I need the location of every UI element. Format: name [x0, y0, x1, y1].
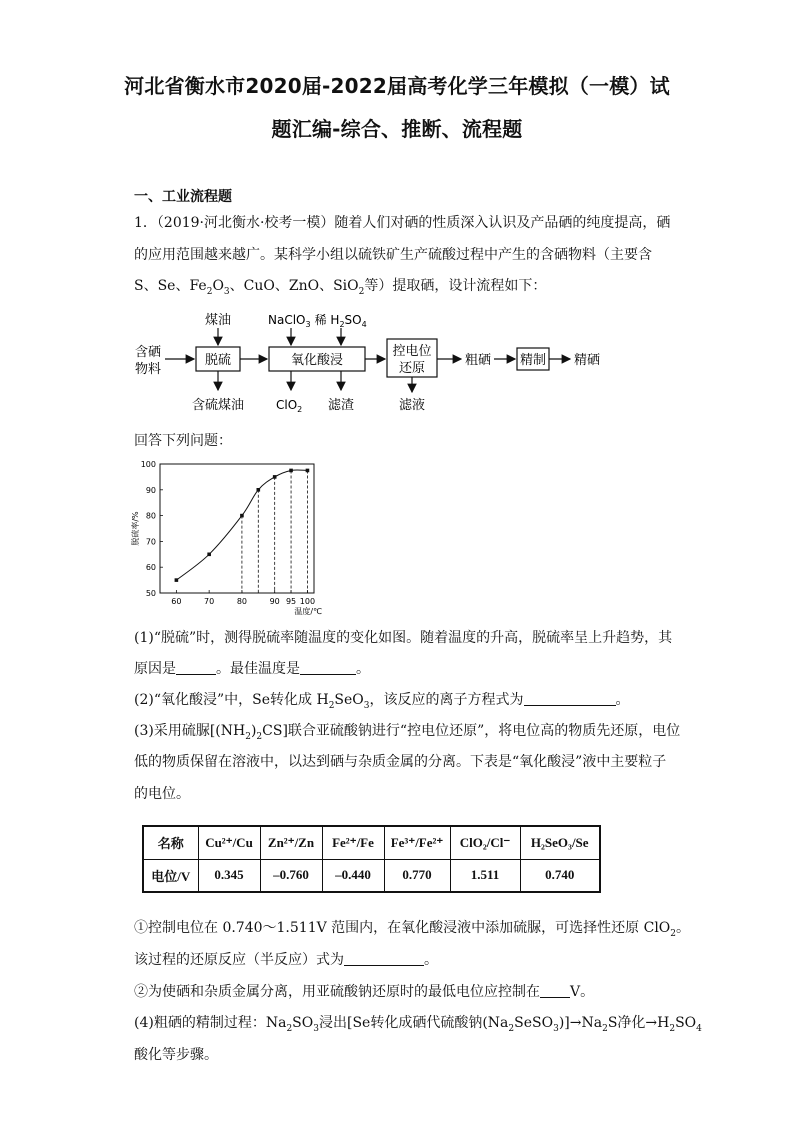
data-point [289, 469, 293, 473]
flow-input-reagents: NaClO$_3$ 稀 $H_2SO_4$ [268, 313, 367, 329]
answer-blank-reason[interactable] [176, 661, 216, 675]
table-cell: 0.770 [384, 859, 450, 892]
flow-box-oxidative-leach-label: 氧化酸浸 [290, 353, 344, 368]
answer-blank-min-potential[interactable] [540, 984, 570, 998]
table-cell: –0.760 [260, 859, 322, 892]
desulfurization-chart [128, 456, 328, 618]
y-tick-label: 80 [145, 511, 156, 521]
part1-line-2: 原因是 。最佳温度是 。 [134, 661, 370, 677]
y-tick-label: 70 [145, 537, 156, 547]
flow-raw-material-1: 含硒 [135, 345, 162, 360]
potential-table [142, 825, 601, 893]
data-point [306, 469, 310, 473]
chart-y-label: 脱硫率/% [131, 511, 140, 546]
flow-raw-material-2: 物料 [135, 362, 162, 377]
flow-pure-selenium: 精硒 [574, 353, 601, 368]
table-header-cell: ClO₂/Cl⁻ [450, 826, 520, 859]
subquestion-2-line: ②为使硒和杂质金属分离，用亚硫酸钠还原时的最低电位应控制在 V。 [134, 984, 595, 1000]
y-tick-label: 90 [145, 485, 156, 495]
x-tick-label: 100 [299, 597, 316, 606]
title-line-1: 河北省衡水市2020届-2022届高考化学三年模拟（一模）试 [124, 74, 670, 98]
table-cell: 电位/V [143, 859, 198, 892]
part1-line-1: (1)“脱硫”时，测得脱硫率随温度的变化如图。随着温度的升高，脱硫率呈上升趋势，其 [134, 630, 673, 646]
table-cell: 1.511 [450, 859, 520, 892]
answer-blank-temperature[interactable] [300, 661, 356, 675]
table-header-cell: 名称 [143, 826, 198, 859]
flow-box-refine-label: 精制 [519, 353, 547, 368]
flow-box-potential-reduction-label-2: 还原 [398, 361, 426, 376]
answer-blank-half-reaction[interactable] [344, 952, 424, 966]
flow-box-potential-reduction-label-1: 控电位 [392, 344, 432, 359]
x-tick-label: 60 [171, 597, 182, 606]
table-header-cell: Cu²⁺/Cu [198, 826, 260, 859]
subquestion-1-line-2: 该过程的还原反应（半反应）式为 。 [134, 952, 438, 968]
table-header-cell: Fe²⁺/Fe [322, 826, 384, 859]
x-tick-label: 90 [269, 597, 280, 606]
question-line-1: 1．（2019·河北衡水·校考一模）随着人们对硒的性质深入认识及产品硒的纯度提高，硒 [134, 215, 671, 231]
process-flow-diagram [128, 306, 628, 418]
data-point [256, 488, 260, 492]
answer-blank-ionic-equation[interactable] [524, 692, 616, 706]
flow-output-sulfur-kerosene: 含硫煤油 [191, 398, 245, 413]
table-cell: 0.740 [520, 859, 600, 892]
flow-output-clo2: ClO$_2$ [276, 398, 303, 414]
table-header-cell: Zn²⁺/Zn [260, 826, 322, 859]
data-point [207, 553, 211, 557]
answer-intro: 回答下列问题： [134, 433, 232, 449]
question-line-3: S、Se、$Fe_2O_3$、CuO、ZnO、SiO$_2$等）提取硒，设计流程如下： [134, 278, 547, 297]
flow-crude-selenium: 粗硒 [465, 353, 492, 368]
flow-box-desulfurize-label: 脱硫 [204, 353, 232, 368]
x-tick-label: 80 [236, 597, 248, 606]
table-row [143, 859, 600, 892]
part4-line-1: (4)粗硒的精制过程：$Na_2SO_3$浸出[Se转化成硒代硫酸钠$(Na_2SeSO_3)]\to Na_2S$净化$\to H_2SO_4$ [134, 1015, 702, 1034]
question-line-2: 的应用范围越来越广。某科学小组以硫铁矿生产硫酸过程中产生的含硒物料（主要含 [134, 247, 652, 263]
table-header-row [143, 826, 600, 859]
part2-line: (2)“氧化酸浸”中，Se转化成 $H_2SeO_3$，该反应的离子方程式为 。 [134, 692, 630, 711]
part4-line-2: 酸化等步骤。 [134, 1047, 218, 1063]
x-tick-label: 70 [204, 597, 215, 606]
table-cell: –0.440 [322, 859, 384, 892]
y-tick-label: 60 [145, 563, 156, 573]
part3-line-1: (3)采用硫脲$[(NH_2)_2CS]$联合亚硫酸钠进行“控电位还原”，将电位高的物质先还原，电位 [134, 723, 681, 742]
table-header-cell: Fe³⁺/Fe²⁺ [384, 826, 450, 859]
table-cell: 0.345 [198, 859, 260, 892]
chart-x-label: 温度/℃ [294, 607, 323, 616]
data-point [175, 578, 179, 582]
flow-output-filtrate: 滤液 [398, 398, 426, 413]
flow-input-kerosene: 煤油 [204, 313, 232, 328]
section-heading: 一、工业流程题 [134, 189, 232, 205]
y-tick-label: 50 [145, 589, 156, 598]
subquestion-1-line-1: ①控制电位在 0.740～1.511V 范围内，在氧化酸浸液中添加硫脲，可选择性还原 ClO$_2$。 [134, 920, 691, 939]
part3-line-2: 低的物质保留在溶液中，以达到硒与杂质金属的分离。下表是“氧化酸浸”液中主要粒子 [134, 754, 667, 770]
part3-line-3: 的电位。 [134, 786, 190, 802]
y-tick-label: 100 [140, 460, 156, 469]
title-line-2: 题汇编-综合、推断、流程题 [271, 117, 523, 141]
data-point [240, 514, 244, 518]
x-tick-label: 95 [285, 597, 297, 606]
table-header-cell: H₂SeO₃/Se [520, 826, 600, 859]
data-point [273, 475, 277, 479]
flow-output-residue: 滤渣 [327, 398, 355, 413]
